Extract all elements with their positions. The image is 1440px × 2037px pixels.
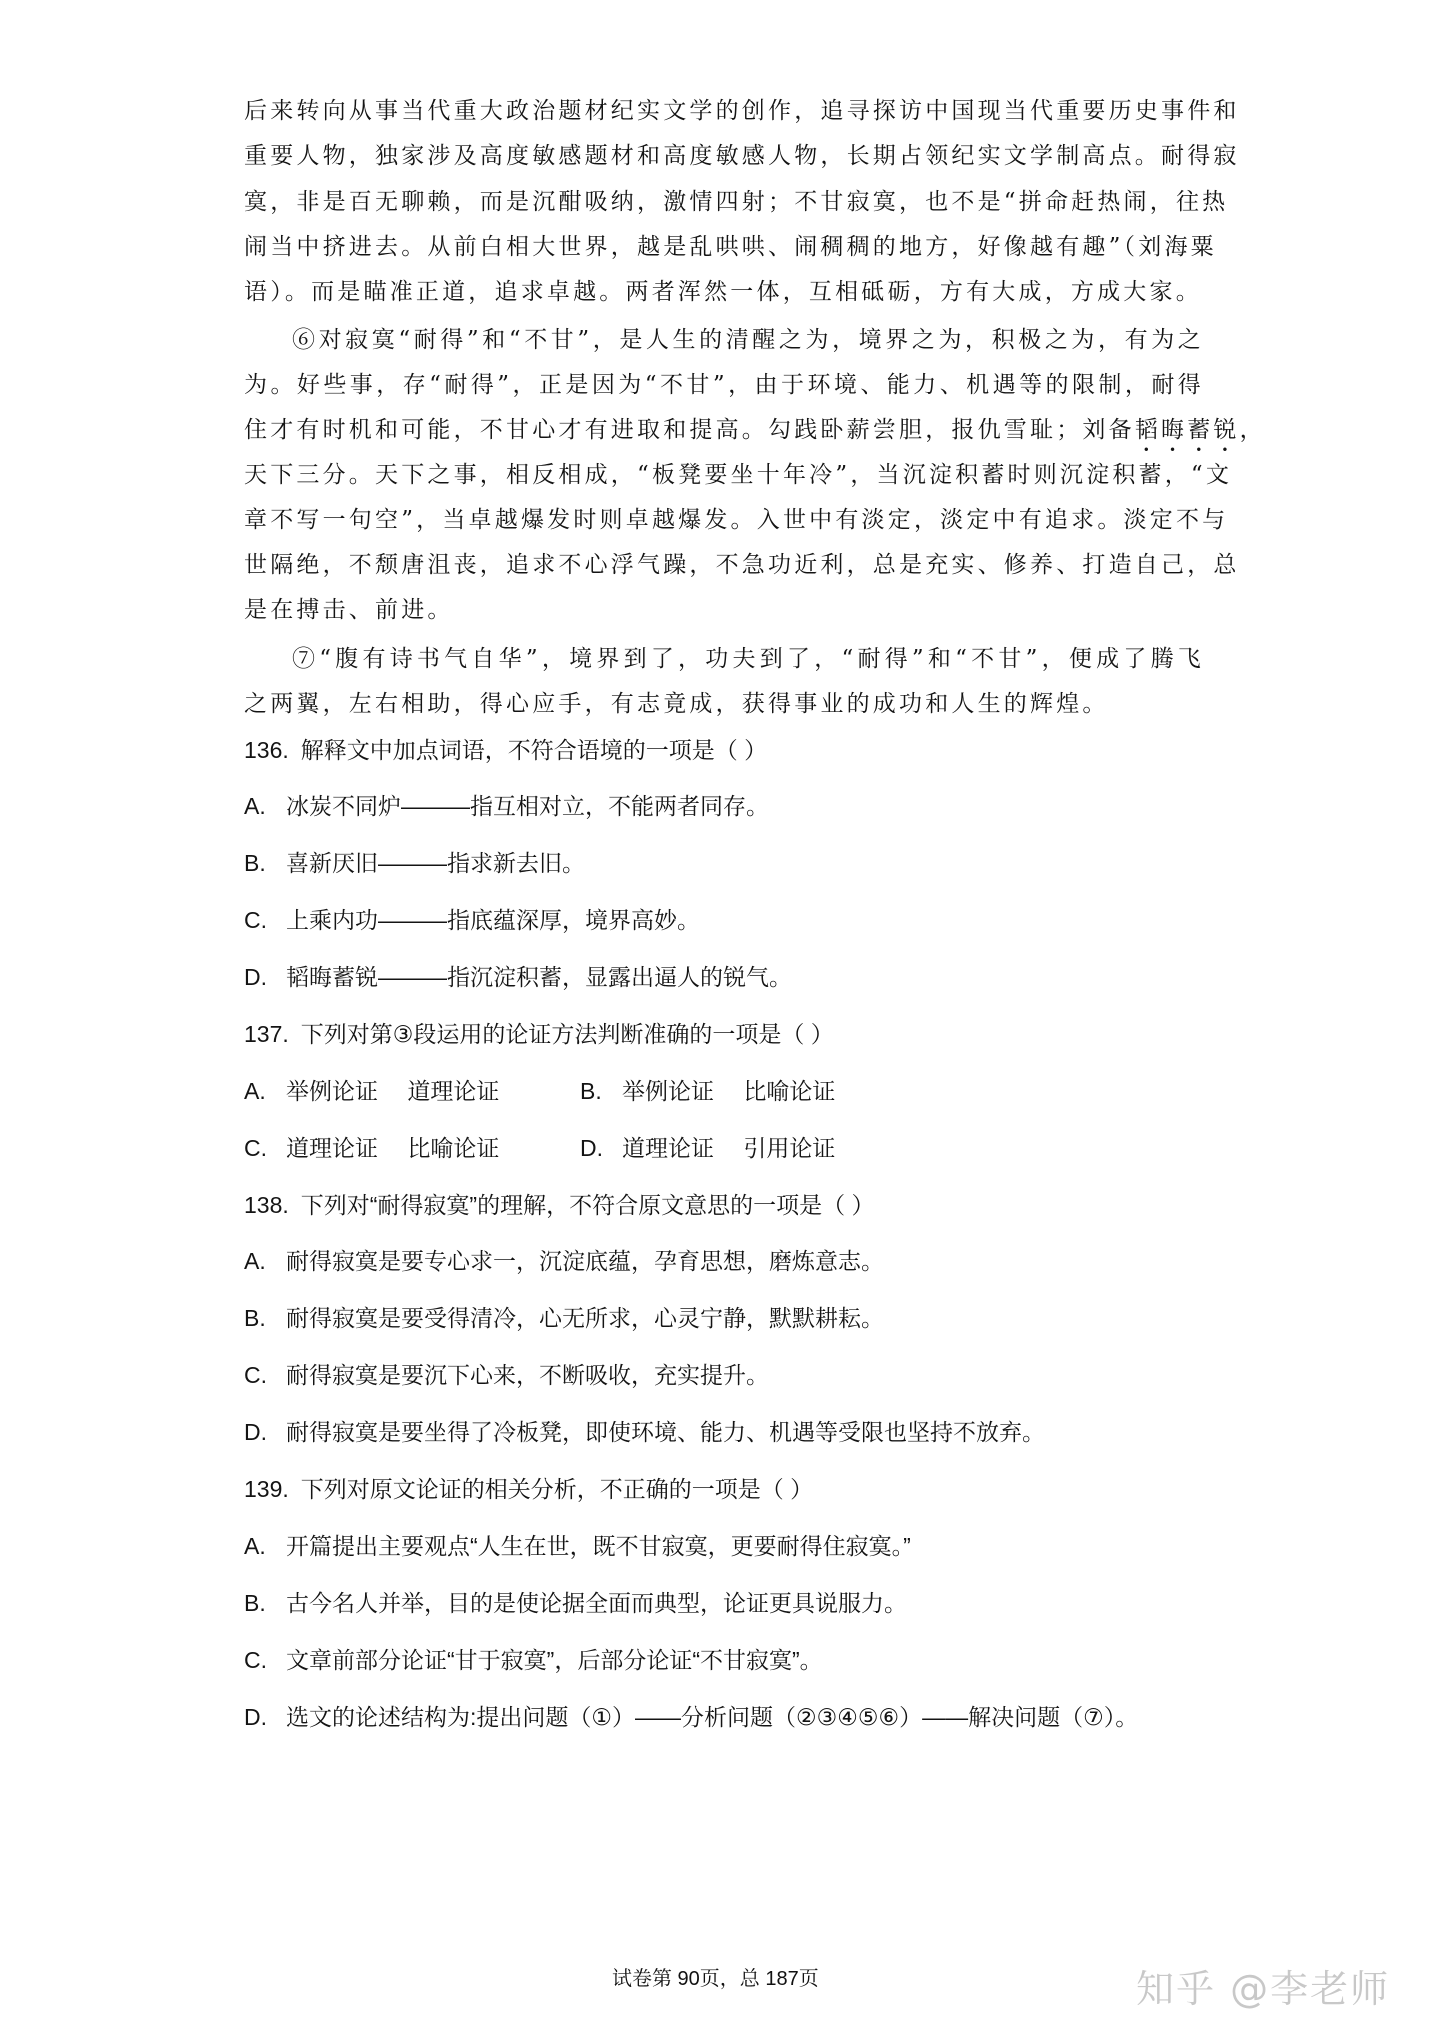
option-text: 冰炭不同炉———指互相对立，不能两者同存。 (286, 793, 769, 819)
option-letter: D. (580, 1135, 603, 1161)
option-letter: C. (244, 1135, 267, 1161)
option-137-c[interactable] (244, 1130, 499, 1163)
option-letter: D. (244, 1704, 267, 1730)
option-text: 喜新厌旧———指求新去旧。 (286, 850, 585, 876)
option-letter: A. (244, 1248, 266, 1274)
question-138 (244, 1187, 874, 1220)
option-text: 耐得寂寞是要坐得了冷板凳，即使环境、能力、机遇等受限也坚持不放弃。 (286, 1419, 1045, 1445)
passage-text: ， (1239, 417, 1266, 443)
dotted-word: 韬晦蓄锐 (1134, 417, 1240, 443)
passage-line: ⑦“腹有诗书气自华”，境界到了，功夫到了，“耐得”和“不甘”，便成了腾飞 (292, 646, 1204, 672)
option-137-b[interactable] (580, 1073, 835, 1106)
option-136-b[interactable] (244, 845, 585, 878)
passage-text: 住才有时机和可能，不甘心才有进取和提高。勾践卧薪尝胆，报仇雪耻；刘备 (244, 417, 1135, 443)
option-138-d[interactable] (244, 1414, 1045, 1447)
option-text: 开篇提出主要观点“人生在世，既不甘寂寞，更要耐得住寂寞。” (286, 1533, 911, 1559)
option-letter: C. (244, 907, 267, 933)
question-stem: 下列对第③段运用的论证方法判断准确的一项是（ ） (300, 1021, 834, 1047)
option-text: 上乘内功———指底蕴深厚，境界高妙。 (286, 907, 700, 933)
passage-line: 后来转向从事当代重大政治题材纪实文学的创作，追寻探访中国现当代重要历史事件和 (244, 98, 1240, 124)
passage-line: 闹当中挤进去。从前白相大世界，越是乱哄哄、闹稠稠的地方，好像越有趣”（刘海粟 (244, 234, 1217, 260)
question-137 (244, 1016, 834, 1049)
question-136 (244, 732, 767, 765)
page-footer: 试卷第 90页，总 187页 (612, 1968, 819, 1990)
passage-line: 之两翼，左右相助，得心应手，有志竟成，获得事业的成功和人生的辉煌。 (244, 691, 1109, 717)
option-letter: B. (244, 1305, 266, 1331)
option-letter: C. (244, 1362, 267, 1388)
question-number: 137. (244, 1021, 289, 1047)
option-letter: A. (244, 1533, 266, 1559)
option-138-a[interactable] (244, 1243, 884, 1276)
option-letter: D. (244, 1419, 267, 1445)
passage-line: 是在搏击、前进。 (244, 597, 454, 623)
option-letter: B. (244, 850, 266, 876)
option-text: 耐得寂寞是要专心求一，沉淀底蕴，孕育思想，磨炼意志。 (286, 1248, 884, 1274)
question-stem: 解释文中加点词语，不符合语境的一项是（ ） (300, 737, 768, 763)
passage-line: 为。好些事，存“耐得”，正是因为“不甘”，由于环境、能力、机遇等的限制，耐得 (244, 372, 1204, 398)
option-137-a[interactable] (244, 1073, 499, 1106)
option-138-c[interactable] (244, 1357, 769, 1390)
option-letter: B. (580, 1078, 602, 1104)
option-text: 古今名人并举，目的是使论据全面而典型，论证更具说服力。 (286, 1590, 907, 1616)
option-letter: D. (244, 964, 267, 990)
passage-line: 世隔绝，不颓唐沮丧，追求不心浮气躁，不急功近利，总是充实、修养、打造自己，总 (244, 552, 1240, 578)
passage-line: 重要人物，独家涉及高度敏感题材和高度敏感人物，长期占领纪实文学制高点。耐得寂 (244, 143, 1240, 169)
question-stem: 下列对原文论证的相关分析，不正确的一项是（ ） (300, 1476, 814, 1502)
option-text: 举例论证 比喻论证 (622, 1078, 836, 1104)
option-text: 道理论证 引用论证 (622, 1135, 836, 1161)
option-letter: A. (244, 793, 266, 819)
question-number: 139. (244, 1476, 289, 1502)
option-136-c[interactable] (244, 902, 700, 935)
option-letter: C. (244, 1647, 267, 1673)
question-stem: 下列对“耐得寂寞”的理解，不符合原文意思的一项是（ ） (300, 1192, 875, 1218)
option-text: 韬晦蓄锐———指沉淀积蓄，显露出逼人的锐气。 (286, 964, 792, 990)
option-139-c[interactable] (244, 1642, 823, 1675)
option-text: 举例论证 道理论证 (286, 1078, 500, 1104)
option-139-b[interactable] (244, 1585, 907, 1618)
passage-line: 寞，非是百无聊赖，而是沉酣吸纳，激情四射；不甘寂寞，也不是“拼命赶热闹，往热 (244, 189, 1229, 215)
option-139-a[interactable] (244, 1528, 911, 1561)
option-text: 道理论证 比喻论证 (286, 1135, 500, 1161)
option-137-d[interactable] (580, 1130, 835, 1163)
passage-line: ⑥对寂寞“耐得”和“不甘”，是人生的清醒之为，境界之为，积极之为，有为之 (292, 327, 1204, 353)
watermark: 知乎 @李老师 (1136, 1967, 1391, 2011)
option-text: 耐得寂寞是要受得清冷，心无所求，心灵宁静，默默耕耘。 (286, 1305, 884, 1331)
option-letter: B. (244, 1590, 266, 1616)
option-text: 耐得寂寞是要沉下心来，不断吸收，充实提升。 (286, 1362, 769, 1388)
option-138-b[interactable] (244, 1300, 884, 1333)
option-text: 选文的论述结构为:提出问题（①）——分析问题（②③④⑤⑥）——解决问题（⑦）。 (286, 1704, 1139, 1730)
question-number: 138. (244, 1192, 289, 1218)
option-136-d[interactable] (244, 959, 792, 992)
passage-line: 语）。而是瞄准正道，追求卓越。两者浑然一体，互相砥砺，方有大成，方成大家。 (244, 279, 1202, 305)
question-number: 136. (244, 737, 289, 763)
option-139-d[interactable] (244, 1699, 1138, 1732)
passage-line: 天下三分。天下之事，相反相成，“板凳要坐十年冷”，当沉淀积蓄时则沉淀积蓄，“文 (244, 462, 1233, 488)
passage-line (244, 411, 1266, 457)
option-letter: A. (244, 1078, 266, 1104)
option-text: 文章前部分论证“甘于寂寞”，后部分论证“不甘寂寞”。 (286, 1647, 823, 1673)
question-139 (244, 1471, 813, 1504)
option-136-a[interactable] (244, 788, 769, 821)
passage-line: 章不写一句空”，当卓越爆发时则卓越爆发。入世中有淡定，淡定中有追求。淡定不与 (244, 507, 1229, 533)
